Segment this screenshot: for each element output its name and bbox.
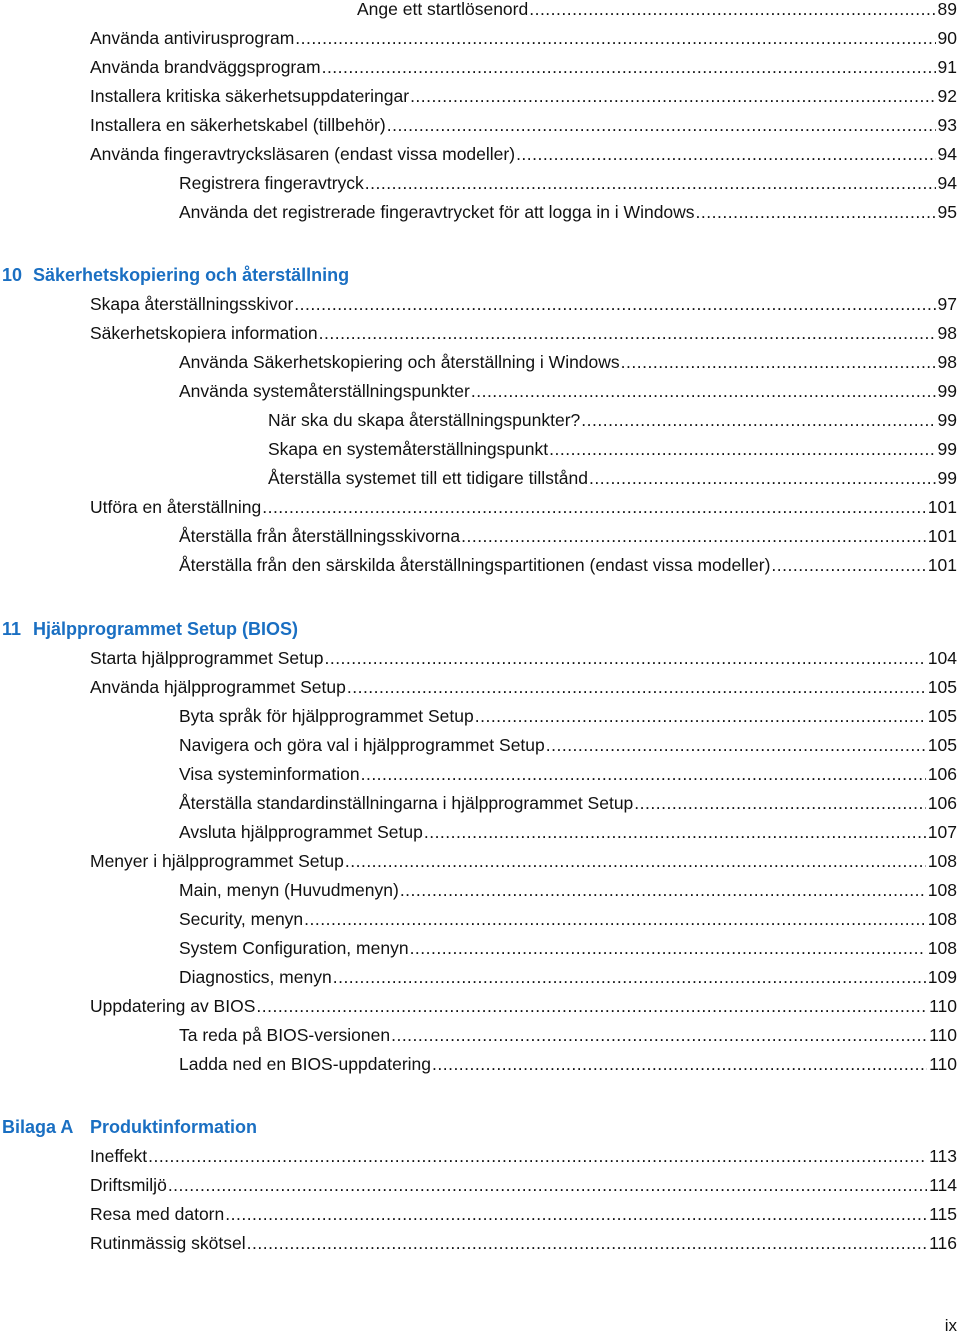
toc-entry-page: 91 xyxy=(937,57,957,77)
toc-entry-page: 95 xyxy=(937,202,957,222)
dot-leader xyxy=(410,936,926,960)
toc-entry-page: 110 xyxy=(929,996,957,1016)
toc-entry-page: 90 xyxy=(937,28,957,48)
toc-entry[interactable] xyxy=(90,1231,957,1255)
toc-entry-page: 107 xyxy=(927,822,957,842)
toc-entry-title: Resa med datorn xyxy=(90,1204,225,1224)
toc-entry[interactable] xyxy=(90,1202,957,1226)
toc-entry-title: Ange ett startlösenord xyxy=(357,0,529,19)
toc-entry-title: Återställa från återställningsskivorna xyxy=(179,526,461,546)
toc-entry-title: Ladda ned en BIOS-uppdatering xyxy=(179,1054,431,1074)
toc-entry-title: Registrera fingeravtryck xyxy=(179,173,364,193)
toc-entry[interactable] xyxy=(179,907,957,931)
dot-leader xyxy=(148,1144,927,1168)
toc-entry-page: 114 xyxy=(929,1175,957,1195)
dot-leader xyxy=(400,878,926,902)
dot-leader xyxy=(319,321,936,345)
toc-entry-page: 93 xyxy=(937,115,957,135)
dot-leader xyxy=(247,1231,927,1255)
toc-entry-title: Återställa standardinställningarna i hjälpprogrammet Setup xyxy=(179,793,634,813)
toc-entry[interactable] xyxy=(90,849,957,873)
toc-entry-page: 101 xyxy=(927,497,957,517)
dot-leader xyxy=(696,200,936,224)
dot-leader xyxy=(322,55,936,79)
page-number: ix xyxy=(944,1316,957,1335)
dot-leader xyxy=(361,762,926,786)
dot-leader xyxy=(262,495,926,519)
toc-entry[interactable] xyxy=(357,0,957,21)
toc-entry-title: Använda brandväggsprogram xyxy=(90,57,321,77)
dot-leader xyxy=(634,791,926,815)
toc-entry-title: Återställa systemet till ett tidigare tillstånd xyxy=(268,468,588,488)
toc-entry-page: 99 xyxy=(937,439,957,459)
toc-entry-title: Skapa återställningsskivor xyxy=(90,294,294,314)
toc-entry[interactable] xyxy=(179,965,957,989)
toc-entry[interactable] xyxy=(179,733,957,757)
toc-entry[interactable] xyxy=(179,936,957,960)
chapter-heading[interactable] xyxy=(2,616,299,642)
toc-entry-page: 97 xyxy=(937,294,957,314)
dot-leader xyxy=(324,646,925,670)
toc-entry-page: 92 xyxy=(937,86,957,106)
chapter-heading[interactable] xyxy=(2,262,350,288)
toc-entry-page: 108 xyxy=(927,938,957,958)
toc-entry-title: Main, menyn (Huvudmenyn) xyxy=(179,880,399,900)
toc-entry-title: Diagnostics, menyn xyxy=(179,967,332,987)
toc-entry-page: 105 xyxy=(927,735,957,755)
dot-leader xyxy=(471,379,936,403)
toc-entry[interactable] xyxy=(179,350,957,374)
toc-entry-page: 109 xyxy=(927,967,957,987)
toc-entry[interactable] xyxy=(179,200,957,224)
toc-entry-title: Rutinmässig skötsel xyxy=(90,1233,246,1253)
toc-entry-page: 113 xyxy=(929,1146,957,1166)
toc-entry[interactable] xyxy=(90,1173,957,1197)
dot-leader xyxy=(391,1023,927,1047)
toc-entry-title: Byta språk för hjälpprogrammet Setup xyxy=(179,706,474,726)
toc-entry[interactable] xyxy=(90,26,957,50)
toc-entry-title: System Configuration, menyn xyxy=(179,938,409,958)
toc-entry[interactable] xyxy=(90,113,957,137)
dot-leader xyxy=(347,675,926,699)
toc-entry-title: Säkerhetskopiera information xyxy=(90,323,318,343)
toc-entry[interactable] xyxy=(179,762,957,786)
toc-entry[interactable] xyxy=(179,791,957,815)
toc-entry-title: Visa systeminformation xyxy=(179,764,360,784)
dot-leader xyxy=(304,907,926,931)
toc-entry-page: 106 xyxy=(927,793,957,813)
toc-entry-page: 106 xyxy=(927,764,957,784)
toc-entry[interactable] xyxy=(90,646,957,670)
toc-entry-title: Använda Säkerhetskopiering och återställning i Windows xyxy=(179,352,620,372)
toc-entry-title: Använda antivirusprogram xyxy=(90,28,295,48)
toc-entry[interactable] xyxy=(179,1023,957,1047)
chapter-number: 11 xyxy=(2,619,22,639)
dot-leader xyxy=(168,1173,927,1197)
toc-entry[interactable] xyxy=(90,292,957,316)
dot-leader xyxy=(333,965,926,989)
toc-entry-title: Uppdatering av BIOS xyxy=(90,996,256,1016)
toc-entry-title: Återställa från den särskilda återställningspartitionen (endast vissa modeller) xyxy=(179,555,771,575)
dot-leader xyxy=(549,437,935,461)
toc-entry[interactable] xyxy=(179,878,957,902)
dot-leader xyxy=(516,142,935,166)
toc-entry-page: 101 xyxy=(927,555,957,575)
toc-entry-page: 108 xyxy=(927,909,957,929)
toc-entry-title: Installera en säkerhetskabel (tillbehör) xyxy=(90,115,386,135)
dot-leader xyxy=(365,171,936,195)
toc-entry-page: 89 xyxy=(937,0,957,19)
toc-entry-title: Använda fingeravtrycksläsaren (endast vissa modeller) xyxy=(90,144,516,164)
toc-entry[interactable] xyxy=(179,553,957,577)
toc-entry-title: Skapa en systemåterställningspunkt xyxy=(268,439,549,459)
toc-entry[interactable] xyxy=(90,142,957,166)
toc-entry-page: 94 xyxy=(937,144,957,164)
dot-leader xyxy=(461,524,926,548)
dot-leader xyxy=(581,408,935,432)
toc-entry-title: Använda systemåterställningspunkter xyxy=(179,381,470,401)
toc-entry[interactable] xyxy=(90,84,957,108)
toc-entry-title: Navigera och göra val i hjälpprogrammet Setup xyxy=(179,735,545,755)
dot-leader xyxy=(621,350,936,374)
toc-entry-page: 99 xyxy=(937,468,957,488)
dot-leader xyxy=(294,292,935,316)
dot-leader xyxy=(771,553,925,577)
toc-entry-title: Menyer i hjälpprogrammet Setup xyxy=(90,851,344,871)
toc-entry[interactable] xyxy=(90,1144,957,1168)
toc-entry[interactable] xyxy=(90,321,957,345)
dot-leader xyxy=(295,26,935,50)
toc-entry[interactable] xyxy=(90,55,957,79)
toc-entry-page: 115 xyxy=(929,1204,957,1224)
dot-leader xyxy=(475,704,926,728)
toc-entry-page: 105 xyxy=(927,677,957,697)
toc-entry-page: 101 xyxy=(927,526,957,546)
toc-entry-page: 116 xyxy=(929,1233,957,1253)
appendix-title: Produktinformation xyxy=(90,1117,257,1137)
appendix-number: Bilaga A xyxy=(2,1117,74,1137)
toc-entry-title: Ta reda på BIOS-versionen xyxy=(179,1025,391,1045)
toc-entry-page: 108 xyxy=(927,880,957,900)
toc-entry-title: Använda hjälpprogrammet Setup xyxy=(90,677,346,697)
dot-leader xyxy=(387,113,936,137)
toc-entry-page: 98 xyxy=(937,352,957,372)
dot-leader xyxy=(432,1052,927,1076)
chapter-number: 10 xyxy=(2,265,23,285)
toc-entry-title: Avsluta hjälpprogrammet Setup xyxy=(179,822,423,842)
toc-entry-title: Driftsmiljö xyxy=(90,1175,167,1195)
toc-entry[interactable] xyxy=(90,495,957,519)
toc-entry[interactable] xyxy=(179,704,957,728)
toc-entry-page: 94 xyxy=(937,173,957,193)
dot-leader xyxy=(529,0,935,21)
dot-leader xyxy=(424,820,926,844)
toc-entry[interactable] xyxy=(179,379,957,403)
toc-entry-page: 108 xyxy=(927,851,957,871)
toc-entry[interactable] xyxy=(179,524,957,548)
dot-leader xyxy=(256,994,927,1018)
toc-entry[interactable] xyxy=(268,466,957,490)
chapter-title: Säkerhetskopiering och återställning xyxy=(33,265,350,285)
dot-leader xyxy=(225,1202,927,1226)
toc-entry[interactable] xyxy=(268,437,957,461)
dot-leader xyxy=(345,849,926,873)
toc-entry-title: Använda det registrerade fingeravtrycket för att logga in i Windows xyxy=(179,202,695,222)
toc-entry[interactable] xyxy=(179,171,957,195)
toc-entry-page: 104 xyxy=(927,648,957,668)
toc-entry-page: 110 xyxy=(929,1054,957,1074)
toc-entry-title: Security, menyn xyxy=(179,909,304,929)
toc-entry[interactable] xyxy=(179,1052,957,1076)
chapter-title: Hjälpprogrammet Setup (BIOS) xyxy=(33,619,299,639)
dot-leader xyxy=(589,466,936,490)
appendix-heading[interactable] xyxy=(2,1114,257,1140)
toc-entry-page: 99 xyxy=(937,410,957,430)
toc-entry-page: 98 xyxy=(937,323,957,343)
toc-entry[interactable] xyxy=(90,994,957,1018)
toc-entry[interactable] xyxy=(90,675,957,699)
toc-entry-title: Installera kritiska säkerhetsuppdateringar xyxy=(90,86,410,106)
dot-leader xyxy=(546,733,926,757)
dot-leader xyxy=(410,84,935,108)
toc-entry[interactable] xyxy=(179,820,957,844)
toc-entry[interactable] xyxy=(268,408,957,432)
toc-entry-title: När ska du skapa återställningspunkter? xyxy=(268,410,581,430)
toc-entry-title: Starta hjälpprogrammet Setup xyxy=(90,648,324,668)
toc-entry-page: 110 xyxy=(929,1025,957,1045)
toc-entry-page: 99 xyxy=(937,381,957,401)
toc-entry-title: Utföra en återställning xyxy=(90,497,262,517)
toc-entry-title: Ineffekt xyxy=(90,1146,148,1166)
toc-entry-page: 105 xyxy=(927,706,957,726)
